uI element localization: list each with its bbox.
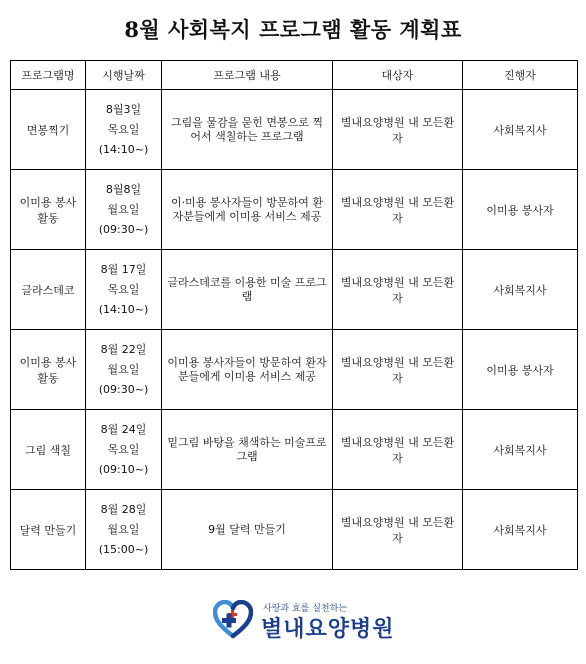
weekday: 월요일 [107,362,140,376]
header-target: 대상자 [333,61,463,90]
target: 별내요양병원 내 모든환자 [333,170,463,250]
weekday: 목요일 [107,122,140,136]
header-leader: 진행자 [463,61,578,90]
start-time: (14:10~) [98,142,149,156]
start-time: (09:10~) [98,462,149,476]
target: 별내요양병원 내 모든환자 [333,490,463,570]
table-row [11,330,578,410]
header-date: 시행날짜 [86,61,162,90]
target: 별내요양병원 내 모든환자 [333,90,463,170]
target: 별내요양병원 내 모든환자 [333,330,463,410]
page-title: 8월 사회복지 프로그램 활동 계획표 [124,17,462,42]
start-time: (14:10~) [98,302,149,316]
table-row [11,90,578,170]
leader: 사회복지사 [463,410,578,490]
header-program-name: 프로그램명 [11,61,86,90]
table-row [11,490,578,570]
program-content: 이·미용 봉사자들이 방문하여 환자분들에게 이미용 서비스 제공 [162,170,333,250]
date-cell [86,170,162,250]
heart-cross-icon [213,600,253,640]
program-content: 9월 달력 만들기 [162,490,333,570]
weekday: 월요일 [107,202,140,216]
program-name: 글라스데코 [11,250,86,330]
program-name: 그림 색칠 [11,410,86,490]
date: 8월 17일 [100,262,147,276]
schedule-table [10,60,578,570]
program-name: 이미용 봉사활동 [11,170,86,250]
leader: 이미용 봉사자 [463,330,578,410]
program-name: 이미용 봉사활동 [11,330,86,410]
program-content: 밑그림 바탕을 채색하는 미술프로그램 [162,410,333,490]
date-cell [86,410,162,490]
program-name: 면봉찍기 [11,90,86,170]
leader: 사회복지사 [463,250,578,330]
date: 8월 28일 [100,502,147,516]
start-time: (15:00~) [98,542,149,556]
date-cell [86,250,162,330]
date: 8월3일 [105,102,142,116]
date-cell [86,90,162,170]
leader: 사회복지사 [463,90,578,170]
program-content: 이미용 봉사자들이 방문하여 환자분들에게 이미용 서비스 제공 [162,330,333,410]
header-content: 프로그램 내용 [162,61,333,90]
date: 8월 22일 [100,342,147,356]
weekday: 월요일 [107,522,140,536]
leader: 이미용 봉사자 [463,170,578,250]
date: 8월8일 [105,182,142,196]
table-row [11,170,578,250]
table-row [11,410,578,490]
date-cell [86,330,162,410]
leader: 사회복지사 [463,490,578,570]
start-time: (09:30~) [98,222,149,236]
start-time: (09:30~) [98,382,149,396]
target: 별내요양병원 내 모든환자 [333,410,463,490]
logo-name: 별내요양병원 [261,617,395,642]
program-content: 그림을 물감을 묻힌 면봉으로 찍어서 색칠하는 프로그램 [162,90,333,170]
logo-slogan: 사랑과 효를 실천하는 [263,604,347,614]
date: 8월 24일 [100,422,147,436]
table-row [11,250,578,330]
weekday: 목요일 [107,442,140,456]
date-cell [86,490,162,570]
weekday: 목요일 [107,282,140,296]
program-name: 달력 만들기 [11,490,86,570]
program-content: 글라스데코를 이용한 미술 프로그램 [162,250,333,330]
hospital-logo [213,598,393,644]
target: 별내요양병원 내 모든환자 [333,250,463,330]
table-header-row [11,61,578,90]
